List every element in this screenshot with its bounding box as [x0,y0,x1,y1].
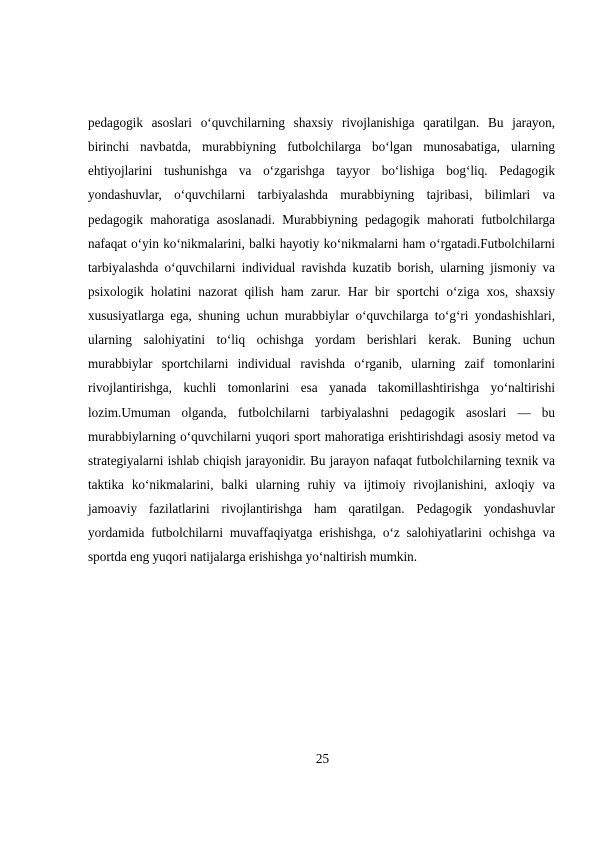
body-paragraph: pedagogik asoslari o‘quvchilarning shaxsiy rivojlanishiga qaratilgan. Bu jarayon, birinchi navbatda, murabbiyning futbolchilarga bo‘lgan munosabatiga, ularning ehtiyojlarini tushunishga va o‘zgarishga tayyor bo‘lishiga bog‘liq. Pedagogik yondashuvlar, o‘quvchilarni tarbiyalashda murabbiyning tajribasi, bilimlari va pedagogik mahoratiga asoslanadi. Murabbiyning pedagogik mahorati futbolchilarga nafaqat o‘yin ko‘nikmalarini, balki hayotiy ko‘nikmalarni ham o‘rgatadi.Futbolchilarni tarbiyalashda o‘quvchilarni individual ravishda kuzatib borish, ularning jismoniy va psixologik holatini nazorat qilish ham zarur. Har bir sportchi o‘ziga xos, shaxsiy xususiyatlarga ega, shuning uchun murabbiylar o‘quvchilarga to‘g‘ri yondashishlari, ularning salohiyatini to‘liq ochishga yordam berishlari kerak. Buning uchun murabbiylar sportchilarni individual ravishda o‘rganib, ularning zaif tomonlarini rivojlantirishga, kuchli tomonlarini esa yanada takomillashtirishga yo‘naltirishi lozim.Umuman olganda, futbolchilarni tarbiyalashni pedagogik asoslari — bu murabbiylarning o‘quvchilarni yuqori sport mahoratiga erishtirishdagi asosiy metod va strategiyalarni ishlab chiqish jarayonidir. Bu jarayon nafaqat futbolchilarning texnik va taktika ko‘nikmalarini, balki ularning ruhiy va ijtimoiy rivojlanishini, axloqiy va jamoaviy fazilatlarini rivojlantirishga ham qaratilgan. Pedagogik yondashuvlar yordamida futbolchilarni muvaffaqiyatga erishishga, o‘z salohiyatlarini ochishga va sportda eng yuqori natijalarga erishishga yo‘naltirish mumkin. [88,115,555,565]
page-number: 25 [315,751,330,766]
